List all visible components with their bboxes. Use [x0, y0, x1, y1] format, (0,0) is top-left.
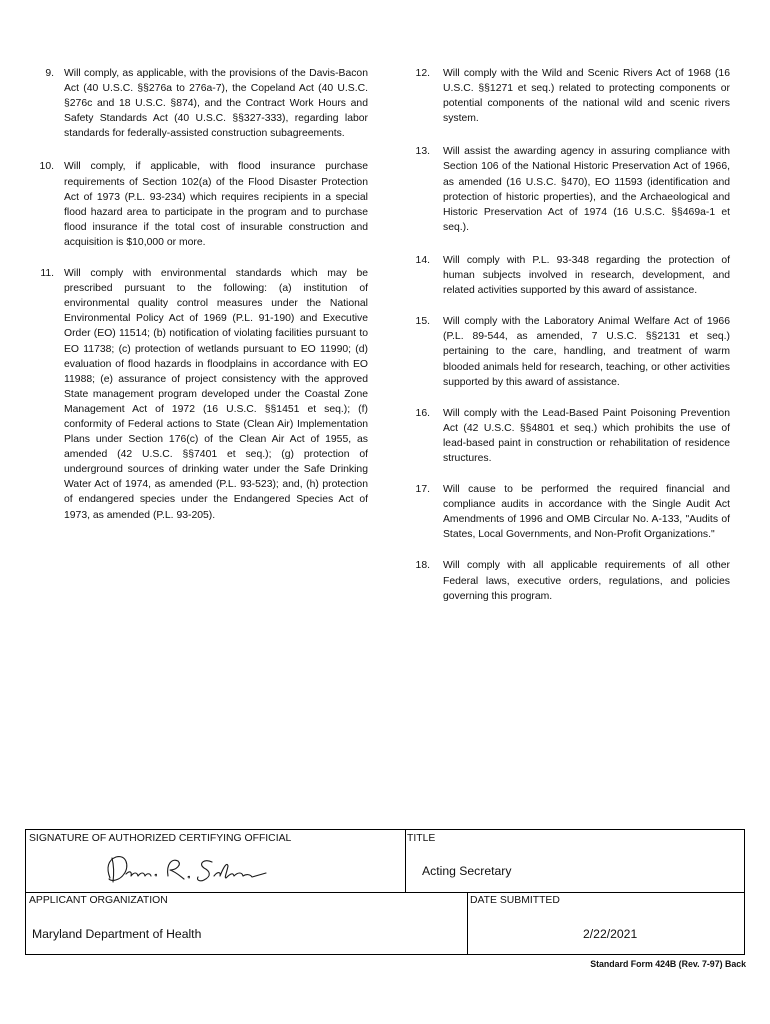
list-item — [30, 66, 368, 141]
item-text: Will comply, as applicable, with the provisions of the Davis-Bacon Act (40 U.S.C. §§276a to 276a-7), the Copeland Act (40 U.S.C. §276c and 18 U.S.C. §874), and the Contract Work Hours and Safety Standards Act (40 U.S.C. §§327-333), regarding labor standards for federally-assisted construction subagreements. — [64, 68, 368, 140]
applicant-org-value: Maryland Department of Health — [32, 927, 202, 941]
item-text: Will assist the awarding agency in assuring compliance with Section 106 of the National Historic Preservation Act of 1966, as amended (16 U.S.C. §470), EO 11593 (identification and protection of historic properties), and the Archaeological and Historic Preservation Act of 1974 (16 U.S.C. §§469a-1 et seq.). — [443, 146, 730, 233]
item-number: 16. — [415, 407, 430, 419]
list-item — [410, 558, 730, 603]
item-text: Will comply with environmental standards which may be prescribed pursuant to the following: (a) institution of environmental quality control measures under the National Environmental Policy Act of 1969 (P.L. 91-190) and Executive Order (EO) 11514; (b) notification of violating facilities pursuant to EO 11738; (c) protection of wetlands pursuant to EO 11990; (d) evaluation of flood hazards in floodplains in accordance with EO 11988; (e) assurance of project consistency with the approved State management program developed under the Coastal Zone Management Act of 1972 (16 U.S.C. §§1451 et seq.); (f) conformity of Federal actions to State (Clean Air) Implementation Plans under Section 176(c) of the Clean Air Act of 1955, as amended (42 U.S.C. §§7401 et seq.); (g) protection of underground sources of drinking water under the Safe Drinking Water Act of 1974, as amended (P.L. 93-523); and, (h) protection of endangered species under the Endangered Species Act of 1973, as amended (P.L. 93-205). — [64, 268, 368, 521]
left-column — [30, 66, 368, 523]
divider — [405, 830, 406, 892]
form-footer: Standard Form 424B (Rev. 7-97) Back — [590, 959, 746, 969]
list-item — [30, 159, 368, 250]
divider — [467, 892, 468, 954]
item-number: 13. — [415, 146, 430, 158]
item-number: 17. — [415, 484, 430, 496]
signature-image — [100, 852, 270, 890]
list-item — [410, 253, 730, 298]
item-number: 15. — [415, 316, 430, 328]
divider — [26, 892, 744, 893]
item-text: Will comply with the Wild and Scenic Rivers Act of 1968 (16 U.S.C. §§1271 et seq.) related to protecting components or potential components of the national wild and scenic rivers system. — [443, 68, 730, 125]
applicant-org-label: APPLICANT ORGANIZATION — [29, 895, 168, 906]
list-item — [30, 266, 368, 523]
item-text: Will cause to be performed the required financial and compliance audits in accordance with the Single Audit Act Amendments of 1996 and OMB Circular No. A-133, "Audits of States, Local Governments, and Non-Profit Organizations." — [443, 484, 730, 541]
list-item — [410, 66, 730, 126]
item-number: 9. — [45, 68, 54, 79]
date-submitted-label: DATE SUBMITTED — [470, 895, 560, 906]
item-text: Will comply, if applicable, with flood insurance purchase requirements of Section 102(a) of the Flood Disaster Protection Act of 1973 (P.L. 93-234) which requires recipients in a special flood hazard area to participate in the program and to purchase flood insurance if the total cost of insurable construction and acquisition is $10,000 or more. — [64, 161, 368, 248]
list-item — [410, 144, 730, 235]
list-item — [410, 482, 730, 542]
signature-label: SIGNATURE OF AUTHORIZED CERTIFYING OFFICIAL — [29, 833, 292, 844]
item-number: 14. — [415, 254, 430, 266]
date-submitted-value: 2/22/2021 — [583, 927, 638, 941]
item-text: Will comply with the Lead-Based Paint Poisoning Prevention Act (42 U.S.C. §§4801 et seq.) which prohibits the use of lead-based paint in construction or rehabilitation of residence structures. — [443, 407, 730, 464]
list-item — [410, 406, 730, 466]
item-text: Will comply with the Laboratory Animal Welfare Act of 1966 (P.L. 89-544, as amended, 7 U.S.C. §§2131 et seq.) pertaining to the care, handling, and treatment of warm blooded animals held for research, teaching, or other activities supported by this award of assistance. — [443, 316, 730, 388]
right-column — [410, 66, 730, 604]
item-number: 11. — [40, 268, 54, 280]
item-number: 12. — [415, 68, 430, 79]
item-number: 10. — [39, 161, 54, 173]
item-number: 18. — [415, 560, 430, 572]
title-label: TITLE — [407, 833, 436, 844]
item-text: Will comply with P.L. 93-348 regarding the protection of human subjects involved in research, development, and related activities supported by this award of assistance. — [443, 254, 730, 297]
signature-block — [25, 829, 745, 955]
list-item — [410, 314, 730, 389]
title-value: Acting Secretary — [422, 864, 512, 878]
item-text: Will comply with all applicable requirements of all other Federal laws, executive orders, regulations, and policies governing this program. — [443, 560, 730, 602]
